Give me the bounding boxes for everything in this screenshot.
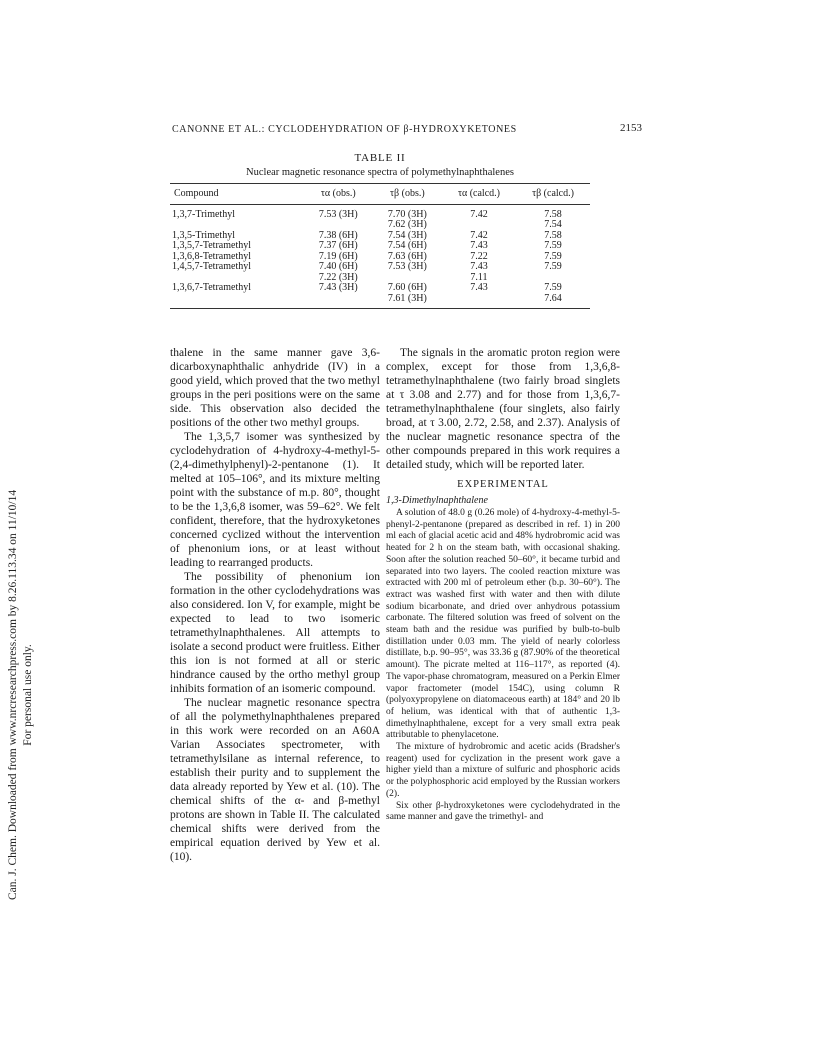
table-cell: 7.59 — [544, 240, 562, 251]
watermark-text — [6, 490, 36, 900]
table-row — [170, 262, 590, 283]
table-header-row — [170, 184, 590, 205]
table-header-cell: τα (calcd.) — [442, 184, 516, 205]
subsection-heading: 1,3-Dimethylnaphthalene — [386, 495, 488, 506]
paragraph: The nuclear magnetic resonance spectra of all the polymethylnaphthalenes prepared in this work were recorded on an A60A Varian Associates spectrometer, with tetramethylsilane as internal reference, to establish their purity and to supplement the data already reported by Yew et al. (10). The chemical shifts of the α- and β-methyl protons are shown in Table II. The calculated chemical shifts were derived from the empirical equation derived by Yew et al. (10). — [170, 697, 380, 863]
table-cell: 1,3,6,8-Tetramethyl — [172, 250, 251, 262]
table-cell: 7.43 — [442, 283, 516, 309]
page-number: 2153 — [620, 122, 642, 134]
section-heading: EXPERIMENTAL — [457, 479, 549, 490]
paragraph: The possibility of phenonium ion formation in the other cyclodehydrations was also considered. Ion V, for example, might be expected to lead to two isomeric tetramethylnaphthalenes. All attempts to isolate a second product were fruitless. Either this ion is not formed at all or steric hindrance caused by the ortho methyl group inhibits formation of an isomeric compound. — [170, 571, 380, 695]
watermark-line: For personal use only. — [22, 644, 34, 746]
right-column — [386, 346, 620, 824]
left-column — [170, 346, 380, 864]
table-cell: 7.53 (3H) — [318, 208, 358, 220]
table-row — [170, 241, 590, 252]
table-cell: 7.60 (6H) 7.61 (3H) — [373, 283, 442, 309]
paragraph: thalene in the same manner gave 3,6-dicarboxynaphthalic anhydride (IV) in a good yield, which proved that the two methyl groups in the peri positions were on the same side. This observation also decided the positions of the other two methyl groups. — [170, 347, 380, 429]
table-cell: 7.43 — [470, 240, 488, 251]
table-cell: 7.59 — [544, 250, 562, 262]
table-header-cell: τβ (calcd.) — [516, 184, 590, 205]
table-cell: 1,4,5,7-Tetramethyl — [172, 261, 251, 272]
table-header-cell: τβ (obs.) — [373, 184, 442, 205]
table-cell: 7.53 (3H) — [387, 261, 427, 272]
table-cell: 7.37 (6H) — [318, 240, 358, 251]
table-cell: 7.63 (6H) — [387, 250, 427, 262]
table-header-cell: Compound — [170, 184, 304, 205]
nmr-table — [170, 183, 590, 309]
paragraph: Six other β-hydroxyketones were cyclodehydrated in the same manner and gave the trimethyl- and — [386, 800, 620, 823]
watermark-line: Can. J. Chem. Downloaded from www.nrcresearchpress.com by 8.26.113.34 on 11/10/14 — [7, 489, 19, 900]
table-cell: 7.42 — [470, 208, 488, 220]
table-cell: 7.43 7.11 — [470, 261, 488, 283]
table-cell: 1,3,6,7-Tetramethyl — [170, 283, 304, 309]
paragraph: The mixture of hydrobromic and acetic acids (Bradsher's reagent) used for cyclization in the present work gave a higher yield than a mixture of sulfuric and phosphoric acids or the polyphosphoric acid employed by the Russian workers (2). — [386, 742, 620, 799]
paragraph: The 1,3,5,7 isomer was synthesized by cyclodehydration of 4-hydroxy-4-methyl-5-(2,4-dimethylphenyl)-2-pentanone (1). It melted at 105–106°, and its mixture melting point with the substance of m.p. 80°, thought to be the 1,3,6,8 isomer, was 59–62°. We felt confident, therefore, that the hydroxyketones concerned cyclized without the intervention of phenonium ions, or at least without leading to rearranged products. — [170, 431, 380, 569]
table-cell: 1,3,5-Trimethyl — [172, 229, 235, 241]
table-cell: 7.54 (6H) — [387, 240, 427, 251]
download-watermark — [6, 489, 34, 910]
table-caption: Nuclear magnetic resonance spectra of polymethylnaphthalenes — [246, 167, 514, 178]
table-cell: 7.59 — [544, 261, 562, 272]
table-cell: 7.70 (3H) 7.62 (3H) — [387, 208, 427, 230]
paragraph: A solution of 48.0 g (0.26 mole) of 4-hydroxy-4-methyl-5-phenyl-2-pentanone (prepared as described in ref. 1) in 200 ml each of glacial acetic acid and 48% hydrobromic acid was heated for 2 h on the steam bath, with occasional shaking. Soon after the solution reached 50–60°, it became turbid and separated into two layers. The cooled reaction mixture was extracted with 200 ml of petroleum ether (b.p. 30–60°). The extract was washed first with water and then with dilute sodium bicarbonate, and dried over anhydrous potassium carbonate. The filtered solution was freed of solvent on the steam bath and the residue was purified by bulb-to-bulb distillation under 0.03 mm. The yield of nearly colorless distillate, b.p. 90–95°, was 33.36 g (87.90% of the theoretical amount). The picrate melted at 116–117°, as reported (4). The vapor-phase chromatogram, measured on a Perkin Elmer vapor fractometer (model 154C), using column R (polyoxypropylene on diatomaceous earth) at 184° and 20 lb of helium, was identical with that of authentic 1,3-dimethylnaphthalene, except for a very small extra peak attributable to phenylacetone. — [386, 508, 620, 741]
table-cell: 7.58 — [544, 229, 562, 241]
table-row — [170, 204, 590, 231]
table-cell: 7.19 (6H) — [318, 250, 358, 262]
table-cell: 7.59 7.64 — [516, 283, 590, 309]
table-title: TABLE II — [354, 152, 406, 164]
table-cell: 7.54 (3H) — [387, 229, 427, 241]
table-cell: 1,3,5,7-Tetramethyl — [172, 240, 251, 251]
table-cell: 7.38 (6H) — [318, 229, 358, 241]
table-row — [170, 283, 590, 309]
table-cell: 7.40 (6H) 7.22 (3H) — [318, 261, 358, 283]
table-cell: 7.22 — [470, 250, 488, 262]
table-cell: 1,3,7-Trimethyl — [172, 208, 235, 220]
table-cell: 7.42 — [470, 229, 488, 241]
paragraph: The signals in the aromatic proton region were complex, except for those from 1,3,6,8-tetramethylnaphthalene (two fairly broad singlets at τ 3.08 and 2.77) and for those from 1,3,6,7-tetramethylnaphthalene (four singlets, also fairly broad, at τ 3.00, 2.72, 2.58, and 2.37). Analysis of the nuclear magnetic resonance spectra of the other compounds prepared in this work requires a detailed study, which will be reported later. — [386, 347, 620, 471]
running-title: CANONNE ET AL.: CYCLODEHYDRATION OF β-HYDROXYKETONES — [172, 124, 517, 135]
table-cell: 7.43 (3H) — [304, 283, 373, 309]
table-header-cell: τα (obs.) — [304, 184, 373, 205]
table-cell: 7.58 7.54 — [544, 208, 562, 230]
